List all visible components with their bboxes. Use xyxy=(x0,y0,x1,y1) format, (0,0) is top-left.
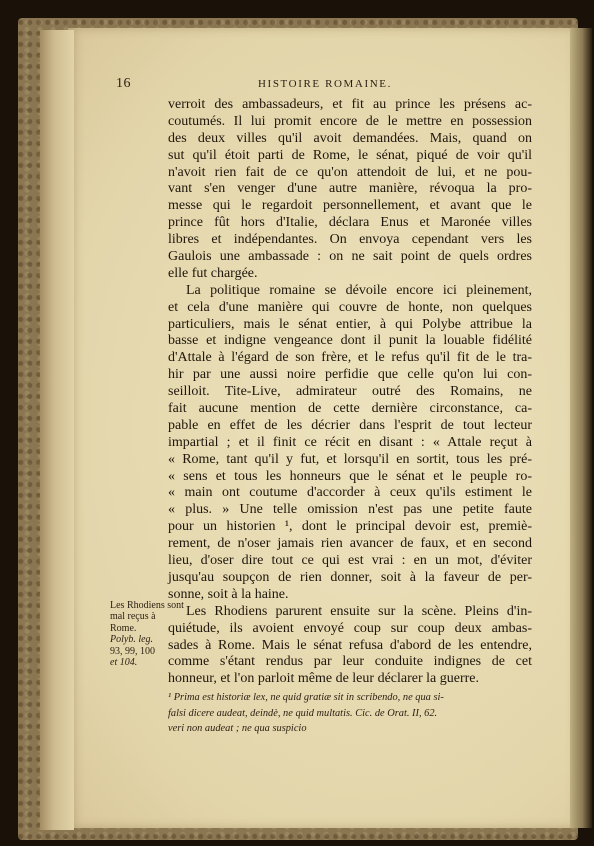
text-line: fait aucune mention de cette dernière circonstance, ca- xyxy=(168,401,532,417)
text-line: hir par une aussi noire perfidie que celle qu'on lui con- xyxy=(168,367,532,383)
page-header xyxy=(116,76,534,94)
text-line: pable en effet de les décrier dans l'esprit de tout lecteur xyxy=(168,417,532,433)
text-line: prince fût hors d'Italie, déclara Enus et Maronée villes xyxy=(168,215,532,231)
text-line: des deux villes qu'il avoit demandées. Mais, quand on xyxy=(168,130,532,146)
text-line: verroit des ambassadeurs, et fit au prince les présens ac- xyxy=(168,97,532,112)
text-line: sonne, soit à la haine. xyxy=(168,586,289,602)
text-line: impartial ; et il finit ce récit en disant : « Attale reçut à xyxy=(168,434,532,450)
text-line: Gaulois une ambassade : on ne sait point de quels ordres xyxy=(168,249,532,265)
text-line: comme s'étant rendus par leur conduite indignes de cet xyxy=(168,654,532,670)
text-line: pour un historien ¹, dont le principal devoir est, premiè- xyxy=(168,519,532,535)
text-line: « main ont coutume d'accorder à ceux qu'ils estiment le xyxy=(168,485,532,501)
margin-reference-line: et 104. xyxy=(110,657,138,669)
text-line: « plus. » Une telle omission n'est pas une petite faute xyxy=(168,502,532,518)
margin-reference-line: 93, 99, 100 xyxy=(110,645,155,657)
text-line: « sens et tous les honneurs que le sénat et le peuple ro- xyxy=(168,468,532,484)
text-line: et cela d'une manière qui couvre de honte, non quelques xyxy=(168,299,532,315)
running-title: HISTOIRE ROMAINE. xyxy=(258,78,392,90)
footnote-line: ¹ Prima est historiæ lex, ne quid gratiæ sit in scribendo, ne qua si- xyxy=(168,692,444,703)
text-line: quiétude, ils avoient envoyé coup sur coup deux ambas- xyxy=(168,620,532,636)
text-line: n'avoit rien fait de ce qu'on attendoit de lui, et ne pou- xyxy=(168,164,532,180)
footnote xyxy=(168,690,532,737)
text-line: coutumés. Il lui promit encore de le mettre en possession xyxy=(168,113,532,129)
text-line: sut qu'il étoit parti de Rome, le sénat, piqué de voir qu'il xyxy=(168,147,532,163)
text-line: elle fut chargée. xyxy=(168,265,258,281)
text-line: seilloit. Tite-Live, admirateur outré des Romains, ne xyxy=(168,384,532,400)
text-line: honneur, et l'on parloit même de leur déclarer la guerre. xyxy=(168,671,479,687)
footnote-line: falsi dicere audeat, deindè, ne quid multatis. Cic. de Orat. II, 62. xyxy=(168,707,438,719)
text-line: lieu, d'oser dire tout ce qui est vrai : en un mot, d'éviter xyxy=(168,553,532,569)
margin-reference-line: Polyb. leg. xyxy=(110,634,154,646)
text-line: rement, de n'oser jamais rien avancer de faux, et en second xyxy=(168,536,532,552)
facing-page-edge xyxy=(568,28,592,828)
text-line: basse et indigne vengeance dont il punit la louable fidélité xyxy=(168,333,532,349)
margin-note-line: Rome. xyxy=(110,622,137,634)
page-number: 16 xyxy=(116,76,131,91)
body-text xyxy=(168,97,532,688)
footnote-line: veri non audeat ; ne qua suspicio xyxy=(168,723,307,734)
margin-note-line: Les Rhodiens sont xyxy=(110,600,184,611)
margin-note xyxy=(110,600,184,669)
text-line: messe qui le regardoit personnellement, et avant que le xyxy=(168,198,532,214)
text-line: jusqu'au soupçon de rien donner, soit à la faveur de per- xyxy=(168,569,532,585)
text-line: Les Rhodiens parurent ensuite sur la scène. Pleins d'in- xyxy=(186,603,532,619)
text-line: vant s'en venger d'une autre manière, révoqua la pro- xyxy=(168,181,532,197)
page-gutter xyxy=(40,30,74,830)
margin-note-line: mal reçus à xyxy=(110,611,156,623)
text-line: La politique romaine se dévoile encore ici pleinement, xyxy=(186,282,532,298)
text-line: particuliers, mais le sénat entier, à qui Polybe attribue la xyxy=(168,316,532,332)
text-line: sades à Rome. Mais le sénat refusa d'abord de les entendre, xyxy=(168,637,532,653)
text-line: libres et indépendantes. On envoya cependant vers les xyxy=(168,232,532,248)
text-line: « Rome, tant qu'il y fut, et lorsqu'il en sortit, tous les pré- xyxy=(168,451,532,467)
text-line: d'Attale à l'égard de son frère, et le refus qu'il fit de le tra- xyxy=(168,350,532,366)
